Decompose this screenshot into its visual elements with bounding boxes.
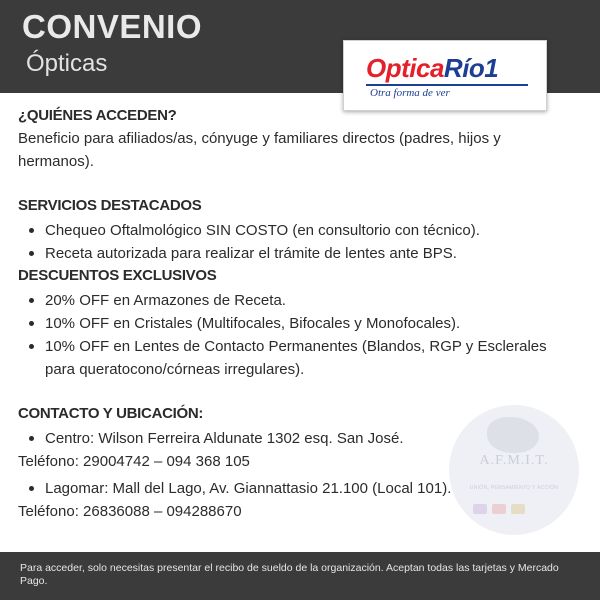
page-title: CONVENIO	[22, 8, 203, 45]
main-content	[18, 105, 578, 523]
seal-motto: UNIÓN, PENSAMIENTO Y ACCIÓN	[469, 485, 559, 491]
logo-brand-part2: Río1	[443, 53, 499, 83]
page-subtitle: Ópticas	[26, 50, 108, 77]
section-heading-contact: CONTACTO Y UBICACIÓN:	[18, 405, 204, 422]
list-item: Chequeo Oftalmológico SIN COSTO (en consultorio con técnico).	[18, 219, 578, 242]
list-item: 10% OFF en Lentes de Contacto Permanentes (Blandos, RGP y Esclerales para queratocono/córneas irregulares).	[18, 335, 578, 381]
discounts-list	[18, 289, 578, 381]
logo-brand-part1: Optica	[366, 53, 444, 83]
list-item: 20% OFF en Armazones de Receta.	[18, 289, 578, 312]
logo-tagline: Otra forma de ver	[370, 87, 450, 99]
section-heading-discounts: DESCUENTOS EXCLUSIVOS	[18, 267, 217, 284]
optica-rio1-logo	[343, 40, 547, 111]
access-text: Beneficio para afiliados/as, cónyuge y familiares directos (padres, hijos y hermanos).	[18, 130, 501, 170]
list-item: 10% OFF en Cristales (Multifocales, Bifocales y Monofocales).	[18, 312, 578, 335]
logo-wordmark	[366, 53, 498, 83]
services-list	[18, 219, 578, 265]
contact-list-lagomar	[18, 477, 578, 500]
lagomar-phone: Teléfono: 26836088 – 094288670	[18, 503, 242, 520]
logo-underline	[366, 84, 528, 86]
seal-name: A.F.M.I.T.	[479, 453, 549, 468]
list-item: Centro: Wilson Ferreira Aldunate 1302 esq. San José.	[18, 427, 578, 450]
contact-list-centro	[18, 427, 578, 450]
section-heading-access: ¿QUIÉNES ACCEDEN?	[18, 107, 177, 124]
list-item: Lagomar: Mall del Lago, Av. Giannattasio 21.100 (Local 101).	[18, 477, 578, 500]
list-item: Receta autorizada para realizar el trámite de lentes ante BPS.	[18, 242, 578, 265]
section-heading-services: SERVICIOS DESTACADOS	[18, 197, 202, 214]
centro-phone: Teléfono: 29004742 – 094 368 105	[18, 453, 250, 470]
footer-note: Para acceder, solo necesitas presentar el recibo de sueldo de la organización. Aceptan todas las tarjetas y Mercado Pago.	[20, 562, 559, 587]
footer-bar	[0, 552, 600, 600]
